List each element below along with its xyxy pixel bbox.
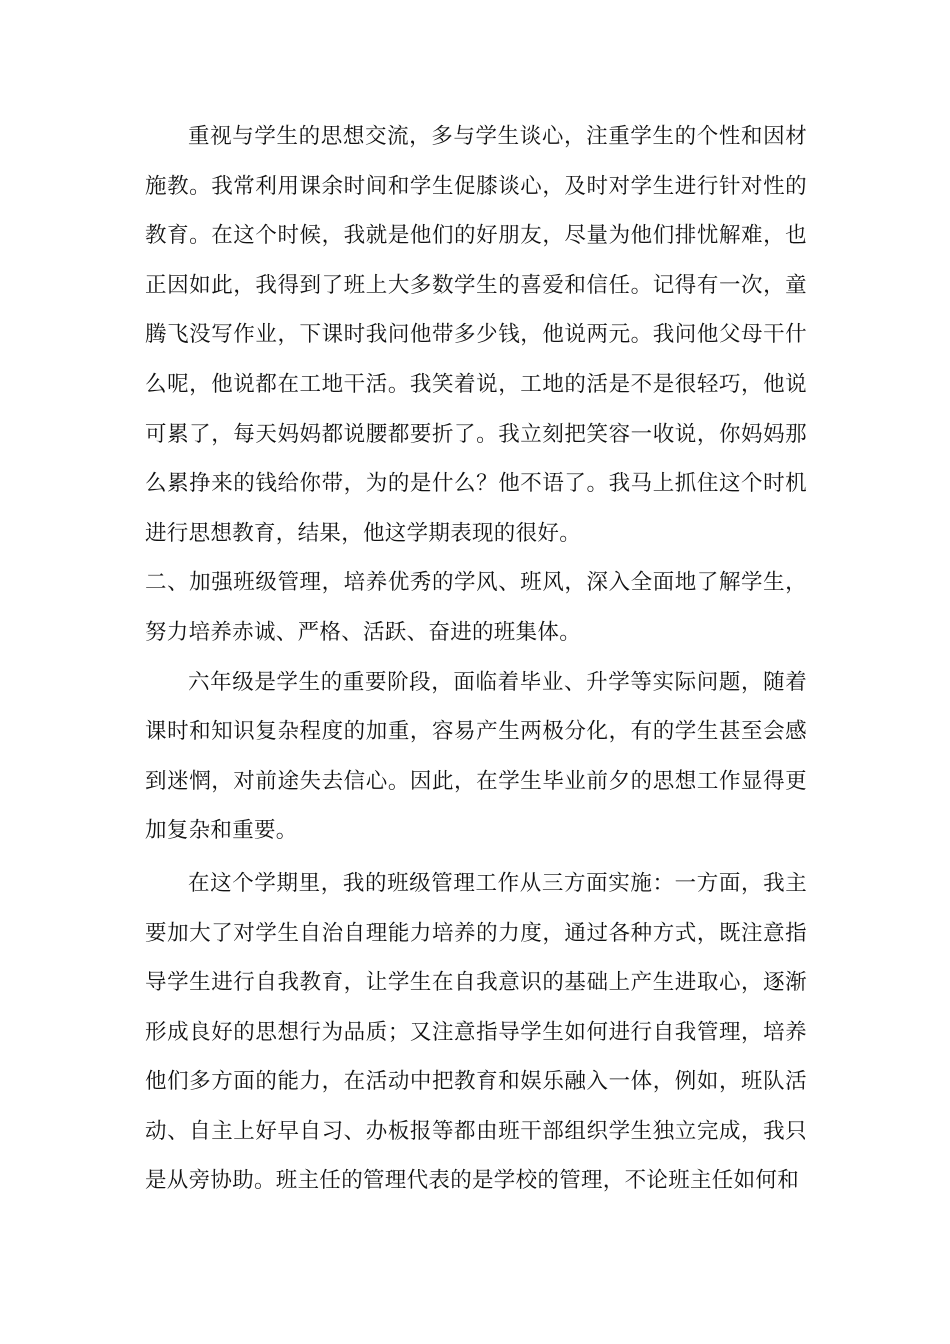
paragraph-management-approach: 在这个学期里，我的班级管理工作从三方面实施：一方面，我主要加大了对学生自治自理能力培养的力度，通过各种方式，既注意指导学生进行自我教育，让学生在自我意识的基础上产生进取心，逐渐形成良好的思想行为品质；又注意指导学生如何进行自我管理，培养他们多方面的能力，在活动中把教育和娱乐融入一体，例如，班队活动、自主上好早自习、办板报等都由班干部组织学生独立完成，我只是从旁协助。班主任的管理代表的是学校的管理，不论班主任如何和 — [145, 870, 807, 1194]
paragraph-student-communication: 重视与学生的思想交流，多与学生谈心，注重学生的个性和因材施教。我常利用课余时间和学生促膝谈心，及时对学生进行针对性的教育。在这个时候，我就是他们的好朋友，尽量为他们排忧解难，也正因如此，我得到了班上大多数学生的喜爱和信任。记得有一次，童腾飞没写作业，下课时我问他带多少钱，他说两元。我问他父母干什么呢，他说都在工地干活。我笑着说，工地的活是不是很轻巧，他说可累了，每天妈妈都说腰都要折了。我立刻把笑容一收说，你妈妈那么累挣来的钱给你带，为的是什么？他不语了。我马上抓住这个时机进行思想教育，结果，他这学期表现的很好。 — [145, 124, 807, 546]
document-body — [145, 112, 807, 1206]
section-heading-class-management: 二、加强班级管理，培养优秀的学风、班风，深入全面地了解学生，努力培养赤诚、严格、活跃、奋进的班集体。 — [145, 570, 807, 645]
paragraph-grade-six-stage: 六年级是学生的重要阶段，面临着毕业、升学等实际问题，随着课时和知识复杂程度的加重，容易产生两极分化，有的学生甚至会感到迷惘，对前途失去信心。因此，在学生毕业前夕的思想工作显得更加复杂和重要。 — [145, 669, 807, 844]
